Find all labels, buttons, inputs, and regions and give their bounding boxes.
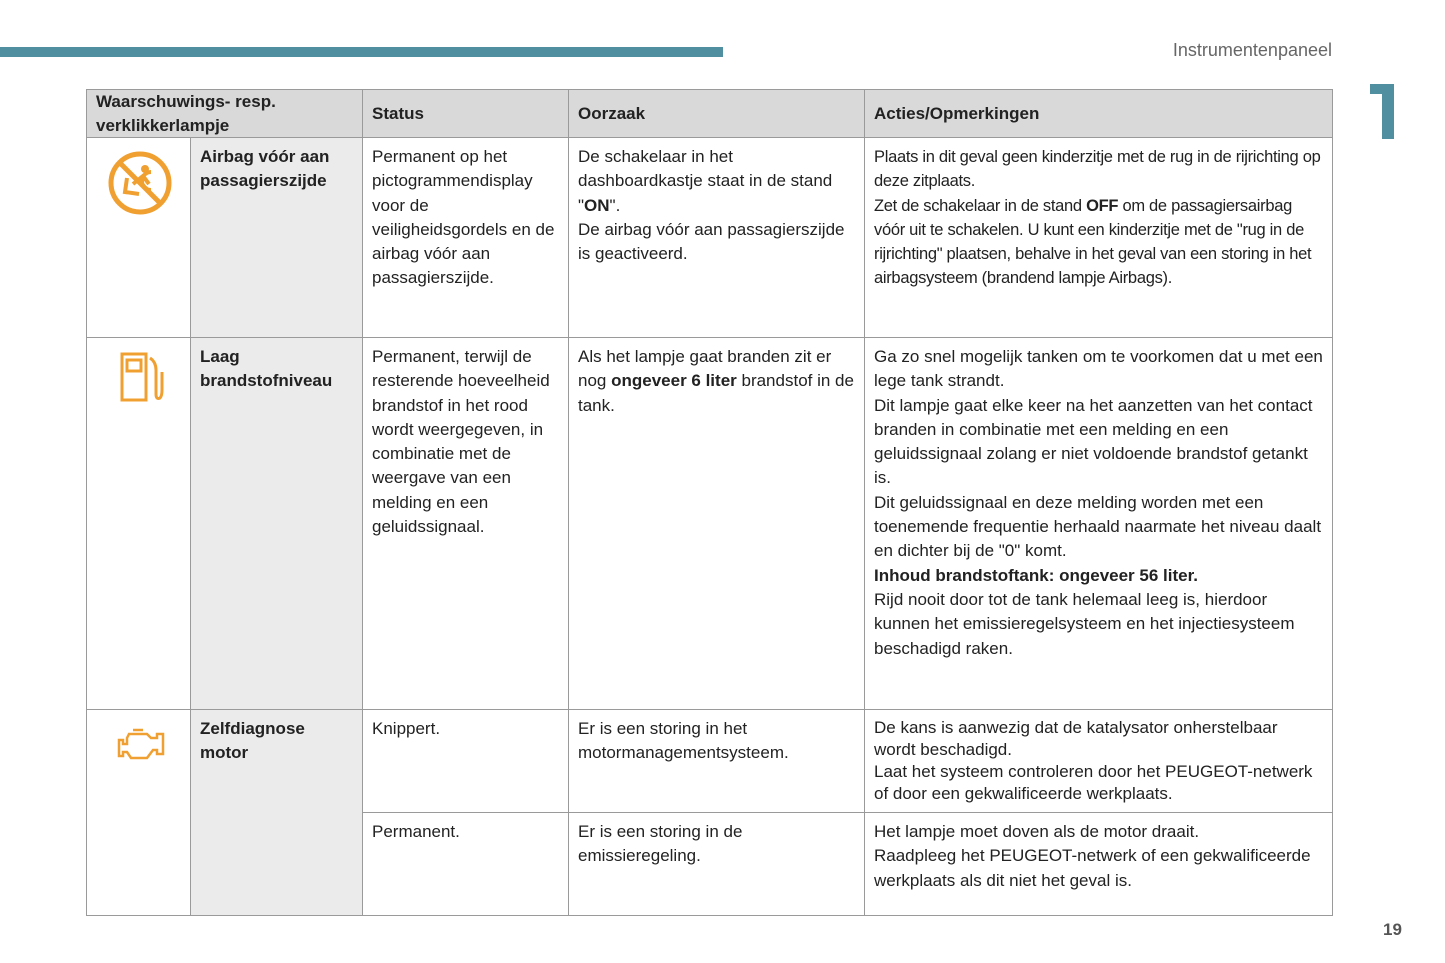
text: Dit geluidssignaal en deze melding worden met een toenemende frequentie herhaald naarmate het niveau daalt en dichter bij de "0" komt.: [874, 492, 1322, 561]
icon-cell: [86, 137, 191, 338]
fuel-pump-icon: [120, 352, 164, 404]
lamp-name: Zelfdiagnose motor: [190, 709, 363, 916]
cause-cell: [568, 812, 865, 916]
text: Het lampje moet doven als de motor draait.: [874, 822, 1200, 841]
bold-text: ongeveer 6 liter: [611, 371, 737, 391]
text: Er is een storing in het motormanagementsysteem.: [578, 719, 789, 763]
actions-cell: [864, 337, 1333, 710]
th-lamp: Waarschuwings- resp. verklikkerlampje: [86, 89, 363, 138]
text: Rijd nooit door tot de tank helemaal leeg is, hierdoor kunnen het emissieregelsysteem en het injectiesysteem beschadigd raken.: [874, 589, 1295, 658]
text: Als het lampje gaat branden zit er nog: [578, 347, 832, 391]
text: brandstof in de tank.: [578, 371, 854, 415]
text: Ga zo snel mogelijk tanken om te voorkomen dat u met een lege tank strandt.: [874, 347, 1323, 391]
lamp-name: Laag brandstofniveau: [190, 337, 363, 710]
text: Er is een storing in de emissieregeling.: [578, 822, 743, 866]
actions-cell: [864, 137, 1333, 338]
lamp-name: Airbag vóór aan passagierszijde: [190, 137, 363, 338]
text: De schakelaar in het dashboardkastje staat in de stand ": [578, 147, 833, 215]
text: om de passagiersairbag vóór uit te schakelen. U kunt een kinderzitje met de "rug in de rijrichting" plaatsen, behalve in het geval van een storing in het airbagsysteem (brandend lampje Airbags).: [874, 196, 1312, 288]
airbag-off-icon: [107, 150, 173, 216]
engine-icon: [117, 726, 167, 762]
status-cell: [362, 709, 569, 813]
text: Zet de schakelaar in de stand: [874, 196, 1087, 215]
actions-cell: [864, 709, 1333, 813]
text: Plaats in dit geval geen kinderzitje met de rug in de rijrichting op deze zitplaats.: [874, 148, 1321, 191]
cause-cell: [568, 137, 865, 338]
text: Permanent, terwijl de resterende hoeveelheid brandstof in het rood wordt weergegeven, in combinatie met de weergave van een melding en een geluidssignaal.: [372, 347, 550, 537]
th-actions: Acties/Opmerkingen: [864, 89, 1333, 138]
text: Dit lampje gaat elke keer na het aanzetten van het contact branden in combinatie met een melding en een geluidssignaal zolang er niet voldoende brandstof getankt is.: [874, 395, 1313, 488]
cause-cell: [568, 709, 865, 813]
text: Knippert.: [372, 719, 441, 738]
section-title: Instrumentenpaneel: [1172, 40, 1332, 60]
page-number: 19: [1383, 920, 1402, 939]
text: Permanent.: [372, 822, 460, 841]
text: ".: [609, 195, 621, 215]
text: Raadpleeg het PEUGEOT-netwerk of een gekwalificeerde werkplaats als dit niet het geval is.: [874, 846, 1311, 890]
bold-text: OFF: [1086, 196, 1119, 215]
cause-cell: [568, 337, 865, 710]
actions-cell: [864, 812, 1333, 916]
chapter-marker: [1370, 84, 1394, 139]
th-status: Status: [362, 89, 569, 138]
icon-cell: [86, 709, 191, 916]
bold-text: ON: [584, 195, 610, 215]
th-cause: Oorzaak: [568, 89, 865, 138]
status-cell: [362, 337, 569, 710]
accent-bar: [0, 47, 723, 57]
text: De kans is aanwezig dat de katalysator onherstelbaar wordt beschadigd.: [874, 718, 1278, 759]
text: Laat het systeem controleren door het PEUGEOT-netwerk of door een gekwalificeerde werkplaats.: [874, 762, 1313, 803]
icon-cell: [86, 337, 191, 710]
bold-text: Inhoud brandstoftank: ongeveer 56 liter.: [874, 565, 1198, 585]
text: De airbag vóór aan passagierszijde is geactiveerd.: [578, 219, 845, 264]
text: Permanent op het pictogrammendisplay voor de veiligheidsgordels en de airbag vóór aan passagierszijde.: [372, 147, 555, 288]
status-cell: [362, 812, 569, 916]
status-cell: [362, 137, 569, 338]
